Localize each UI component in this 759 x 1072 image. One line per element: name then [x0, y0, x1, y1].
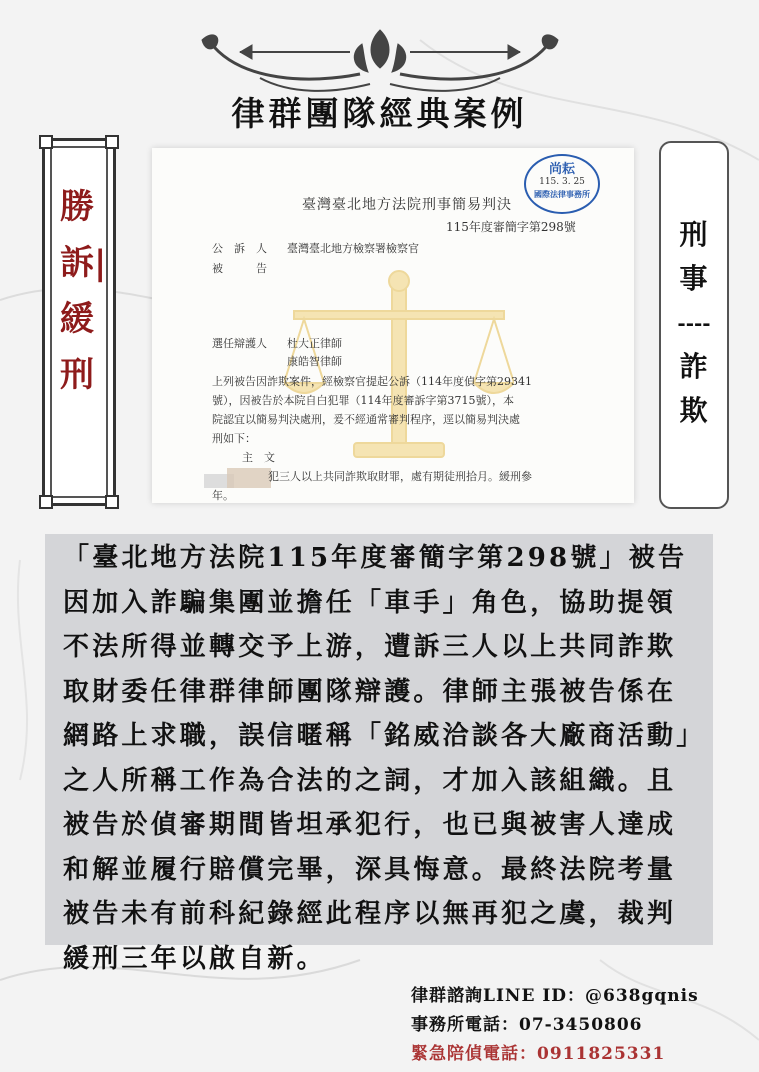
received-stamp [524, 154, 600, 214]
stamp-date: 115. 3. 25 [539, 177, 585, 187]
red-seal [227, 468, 271, 488]
case-number: 115年度審簡字第298號 [446, 220, 576, 234]
case-type-char: 事 [679, 262, 709, 295]
badge-corner [105, 495, 119, 509]
body-line: 刑如下： [212, 432, 256, 445]
verdict-line: 犯三人以上共同詐欺取財罪，處有期徒刑拾月。緩刑參 [268, 470, 532, 483]
case-summary-box [45, 534, 713, 974]
office-phone[interactable]: 事務所電話：07-3450806 [411, 1015, 643, 1035]
badge-corner [39, 495, 53, 509]
judgment-document-image [152, 148, 634, 503]
case-type-char: 刑 [679, 218, 709, 251]
body-line: 院認宜以簡易判決處刑，爰不經通常審判程序，逕以簡易判決處 [212, 413, 520, 426]
line-id[interactable]: 律群諮詢LINE ID：@638gqnis [411, 986, 699, 1006]
verdict-line: 年。 [212, 489, 234, 502]
badge-corner [39, 135, 53, 149]
stamp-top-text: 尚耘 [548, 162, 575, 177]
case-type-divider: ---- [677, 311, 711, 335]
badge-corner [105, 135, 119, 149]
body-line: 上列被告因詐欺案件，經檢察官提起公訴（114年度偵字第29341 [212, 375, 532, 388]
main-heading: 主 文 [242, 451, 275, 464]
body-line: 號），因被告於本院自白犯罪（114年度審訴字第3715號），本 [212, 394, 514, 407]
result-label-text: 勝訴|緩刑 [60, 187, 107, 395]
result-label [45, 179, 109, 403]
prosecutor-name: 臺灣臺北地方檢察署檢察官 [287, 242, 419, 255]
court-title: 臺灣臺北地方法院刑事簡易判決 [302, 197, 512, 213]
case-summary-text: 「臺北地方法院115年度審簡字第298號」被告因加入詐騙集團並擔任「車手」角色，協助提領不法所得並轉交予上游，遭訴三人以上共同詐欺取財委任律群律師團隊辯護。律師主張被告係在網路上求職，誤信暱稱「銘威洽談各大廠商活動」之人所稱工作為合法的之詞，才加入該組織。且被告於偵審期間皆坦承犯行，也已與被害人達成和解並履行賠償完畢，深具悔意。最終法院考量被告未有前科紀錄經此程序以無再犯之虞，裁判緩刑三年以啟自新。 [63, 543, 693, 974]
case-type-tag [659, 141, 729, 509]
case-type-char: 詐 [679, 350, 709, 383]
defendant-label: 被 告 [212, 262, 267, 275]
stamp-org: 國際法律事務所 [534, 189, 590, 199]
result-badge [42, 138, 116, 506]
counsel-label: 選任辯護人 [212, 337, 267, 350]
case-type-char: 欺 [679, 394, 709, 427]
counsel-1: 杜大正律師 [287, 337, 342, 350]
counsel-2: 康皓智律師 [287, 355, 342, 368]
contact-info [411, 982, 699, 1069]
emergency-phone[interactable]: 緊急陪偵電話：0911825331 [411, 1044, 666, 1064]
page-title: 律群團隊經典案例 [231, 94, 528, 133]
prosecutor-label: 公 訴 人 [212, 242, 267, 255]
